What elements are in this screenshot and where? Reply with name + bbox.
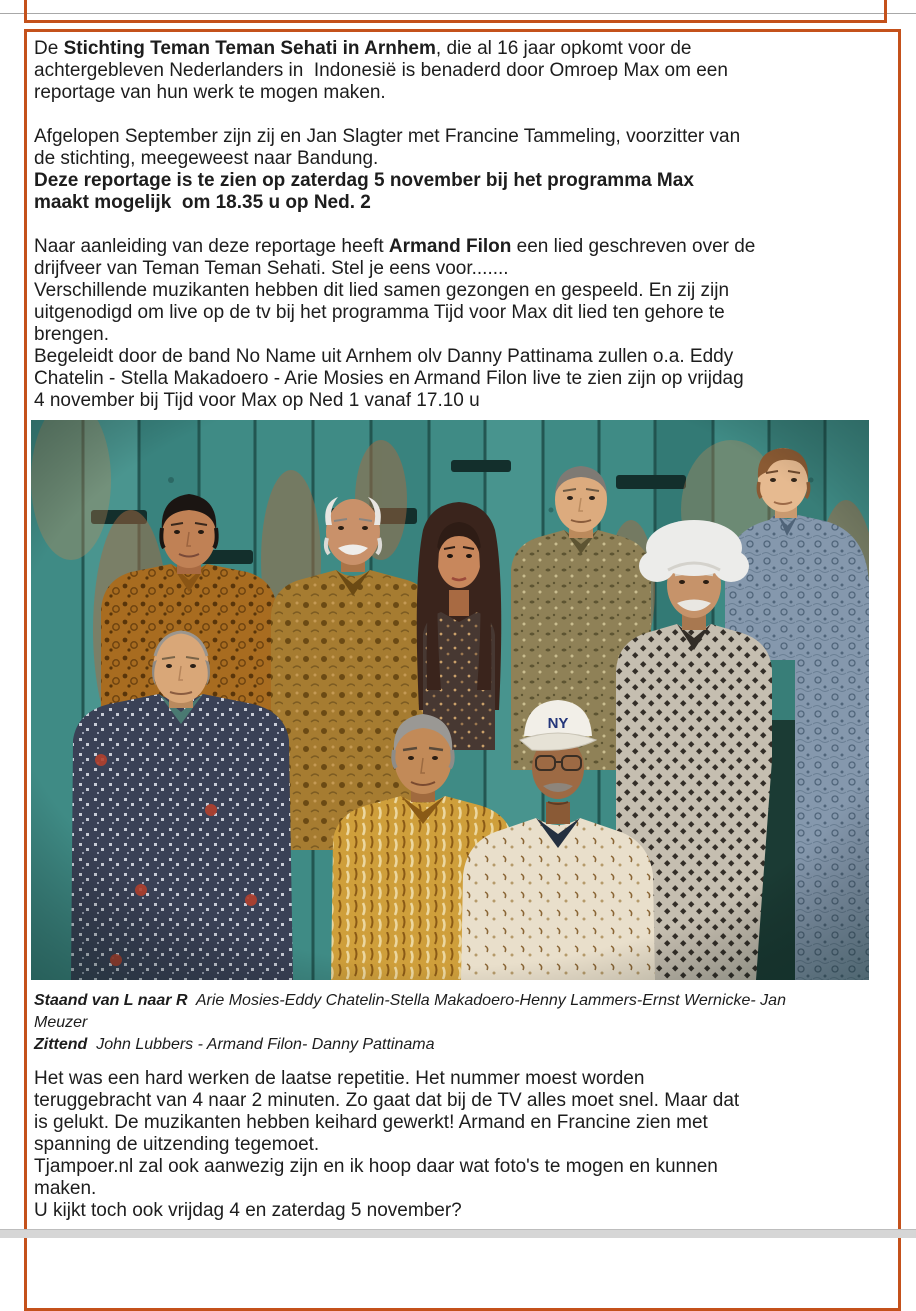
paragraph-lied-armand-filon: Naar aanleiding van deze reportage heeft Armand Filon een lied geschreven over de drijfveer van Teman Teman Sehati. Stel je eens voor....... Verschillende muzikanten hebben dit lied samen gezongen en gespeeld. En zij zijn uitgenodigd om live op de tv bij het programma Tijd voor Max dit lied ten gehore te brengen. Begeleidt door de band No Name uit Arnhem olv Danny Pattinama zullen o.a. Eddy Chatelin - Stella Makadoero - Arie Mosies en Armand Filon live te zien zijn op vrijdag 4 november bij Tijd voor Max op Ned 1 vanaf 17.10 u	[34, 236, 756, 411]
article-box	[24, 29, 901, 1311]
band-photo	[31, 420, 869, 980]
article-text-top	[34, 38, 891, 412]
paragraph-photo-caption: Staand van L naar R Arie Mosies-Eddy Chatelin-Stella Makadoero-Henny Lammers-Ernst Wernicke- Jan Meuzer Zittend John Lubbers - Armand Filon- Danny Pattinama	[34, 992, 786, 1053]
paragraph-reportage-uitzending: Afgelopen September zijn zij en Jan Slagter met Francine Tammeling, voorzitter van de stichting, meegeweest naar Bandung. Deze reportage is te zien op zaterdag 5 november bij het programma Max maakt mogelijk om 18.35 u op Ned. 2	[34, 126, 741, 213]
paragraph-slot-repetitie: Het was een hard werken de laatse repetitie. Het nummer moest worden teruggebracht van 4 naar 2 minuten. Zo gaat dat bij de TV alles moet snel. Maar dat is gelukt. De muzikanten hebben keihard gewerkt! Armand en Francine zien met spanning de uitzending tegemoet. Tjampoer.nl zal ook aanwezig zijn en ik hoop daar wat foto's te mogen en kunnen maken. U kijkt toch ook vrijdag 4 en zaterdag 5 november?	[34, 1068, 740, 1221]
paragraph-intro: De Stichting Teman Teman Sehati in Arnhem, die al 16 jaar opkomt voor de achtergebleven Nederlanders in Indonesië is benaderd door Omroep Max om een reportage van hun werk te mogen maken.	[34, 38, 728, 103]
article-text-bottom	[34, 990, 891, 1222]
previous-article-box-remnant	[24, 0, 887, 23]
